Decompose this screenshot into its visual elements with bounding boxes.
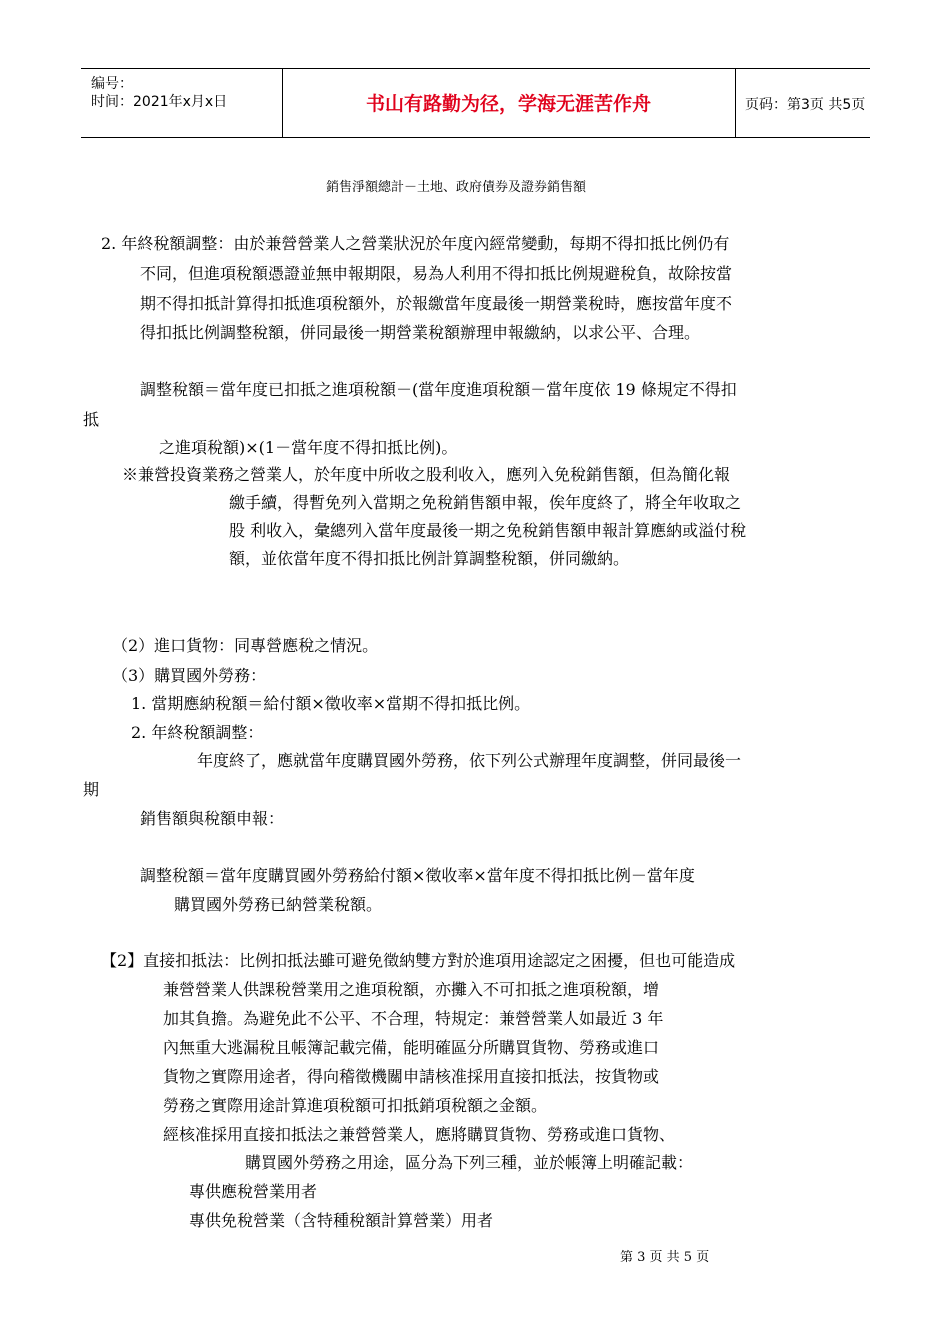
- item-import-goods: （2）進口貨物：同專營應稅之情況。: [112, 636, 379, 655]
- footer-page-number: 第 3 页 共 5 页: [620, 1250, 710, 1265]
- section2-line: 貨物之實際用途者，得向稽徵機關申請核准採用直接扣抵法，按貨物或: [163, 1067, 660, 1086]
- item-foreign-services: （3）購買國外勞務：: [112, 666, 267, 685]
- para1-line: 得扣抵比例調整稅額，併同最後一期營業稅額辦理申報繳納，以求公平、合理。: [140, 323, 701, 342]
- section2-line: 內無重大逃漏稅且帳簿記載完備，能明確區分所購買貨物、勞務或進口: [163, 1038, 660, 1057]
- item3-text-line: 銷售額與稅額申報：: [140, 809, 285, 828]
- use-item: 專供免稅營業（含特種稅額計算營業）用者: [189, 1211, 494, 1230]
- formula-caption: 銷售淨額總計－土地、政府債券及證券銷售額: [326, 180, 587, 195]
- formula2-line: 購買國外勞務已納營業稅額。: [174, 895, 383, 914]
- motto: 书山有路勤为径，学海无涯苦作舟: [365, 93, 651, 115]
- section2-line: 加其負擔。為避免此不公平、不合理，特規定：兼營營業人如最近 3 年: [163, 1009, 664, 1028]
- section2-line: 兼營營業人供課稅營業用之進項稅額，亦攤入不可扣抵之進項稅額，增: [163, 980, 660, 999]
- page-label: 页码：第3页 共5页: [745, 97, 866, 113]
- section2-line: 勞務之實際用途計算進項稅額可扣抵銷項稅額之金額。: [163, 1096, 548, 1115]
- item-foreign-services-1: 1. 當期應納稅額＝給付額×徵收率×當期不得扣抵比例。: [131, 694, 531, 713]
- formula1-line: 之進項稅額)×(1－當年度不得扣抵比例)。: [159, 438, 458, 457]
- para1-line: 2. 年終稅額調整：由於兼營營業人之營業狀況於年度內經常變動，每期不得扣抵比例仍有: [101, 234, 730, 253]
- section2-line: 【2】直接扣抵法：比例扣抵法雖可避免徵納雙方對於進項用途認定之困擾，但也可能造成: [101, 951, 736, 970]
- number-label: 编号：: [91, 76, 133, 92]
- para1-line: 不同，但進項稅額憑證並無申報期限，易為人利用不得扣抵比例規避稅負，故除按當: [140, 264, 733, 283]
- use-item: 專供應稅營業用者: [189, 1182, 318, 1201]
- item-foreign-services-2: 2. 年終稅額調整：: [131, 723, 264, 742]
- section2-cont-line: 購買國外勞務之用途，區分為下列三種，並於帳簿上明確記載：: [245, 1153, 694, 1172]
- note-line: 繳手續，得暫免列入當期之免稅銷售額申報，俟年度終了，將全年收取之: [229, 493, 742, 512]
- header-page-cell: [735, 69, 870, 137]
- item3-text-line: 期: [83, 780, 100, 799]
- note-line: 股 利收入，彙總列入當年度最後一期之免稅銷售額申報計算應納或溢付稅: [229, 521, 747, 540]
- note-line: ※兼營投資業務之營業人，於年度中所收之股利收入，應列入免稅銷售額，但為簡化報: [122, 465, 731, 484]
- note-line: 額，並依當年度不得扣抵比例計算調整稅額，併同繳納。: [229, 549, 630, 568]
- formula1-line: 抵: [83, 410, 100, 429]
- section2-cont-line: 經核准採用直接扣抵法之兼營營業人，應將購買貨物、勞務或進口貨物、: [163, 1125, 676, 1144]
- formula1-line: 調整稅額＝當年度已扣抵之進項稅額－(當年度進項稅額－當年度依 19 條規定不得扣: [140, 380, 737, 399]
- header-table: [81, 68, 870, 138]
- header-motto-cell: [282, 69, 736, 137]
- formula2-line: 調整稅額＝當年度購買國外勞務給付額×徵收率×當年度不得扣抵比例－當年度: [140, 866, 695, 885]
- header-meta-cell: [81, 69, 283, 137]
- para1-line: 期不得扣抵計算得扣抵進項稅額外，於報繳當年度最後一期營業稅時，應按當年度不: [140, 294, 733, 313]
- time-label: 时间：2021年x月x日: [91, 94, 228, 110]
- item3-text-line: 年度終了，應就當年度購買國外勞務，依下列公式辦理年度調整，併同最後一: [197, 751, 742, 770]
